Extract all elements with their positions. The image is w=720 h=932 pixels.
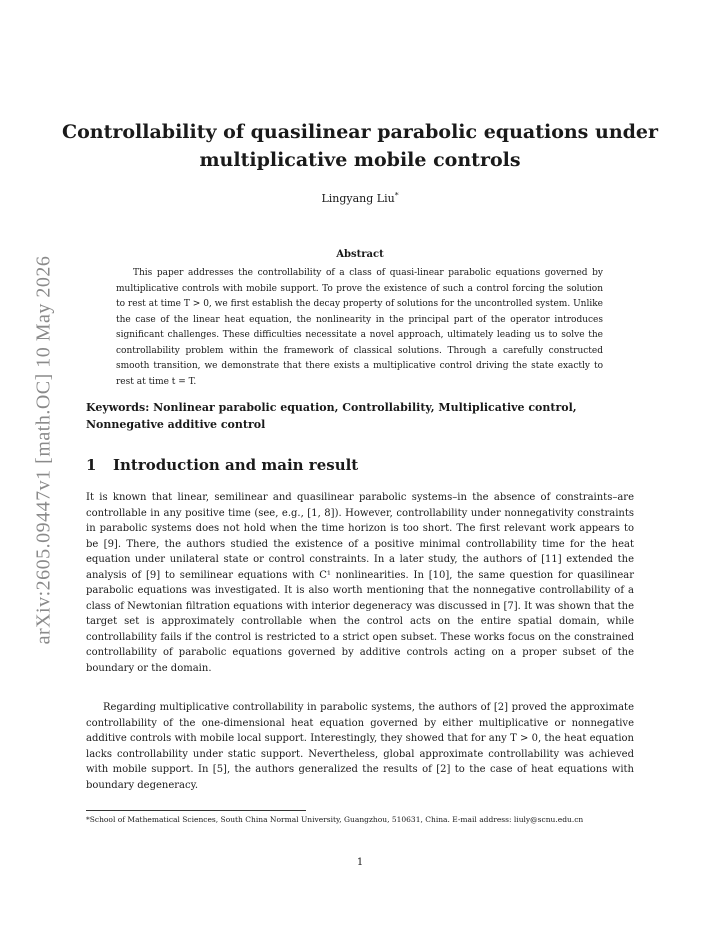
author-line	[60, 192, 660, 205]
footnote-rule	[86, 810, 306, 811]
arxiv-stamp-text: arXiv:2605.09447v1 [math.OC] 10 May 2026	[32, 255, 55, 645]
page-number: 1	[356, 857, 364, 868]
abstract-heading: Abstract	[336, 249, 384, 260]
keywords: Keywords: Nonlinear parabolic equation, Controllability, Multiplicative control, Nonnegative additive control	[86, 401, 577, 431]
arxiv-stamp	[28, 240, 60, 660]
section-title: Introduction and main result	[113, 456, 359, 474]
section-number: 1	[86, 456, 97, 474]
footnote: *School of Mathematical Sciences, South China Normal University, Guangzhou, 510631, China. E-mail address: liuly@scnu.edu.cn	[86, 815, 584, 824]
author-name: Lingyang Liu	[321, 192, 395, 205]
paper-title: Controllability of quasilinear parabolic equations under multiplicative mobile controls	[61, 121, 659, 171]
section-heading	[86, 456, 634, 474]
abstract-text: This paper addresses the controllability of a class of quasi-linear parabolic equations governed by multiplicative controls with mobile support. To prove the existence of such a control forcing the solution to rest at time T > 0, we first establish the decay property of solutions for the uncontrolled system. Unlike the case of the linear heat equation, the nonlinearity in the principal part of the operator introduces significant challenges. These difficulties necessitate a novel approach, ultimately leading us to solve the controllability problem within the framework of classical solutions. Through a carefully constructed smooth transition, we demonstrate that there exists a multiplicative control driving the state exactly to rest at time t = T.	[116, 268, 603, 387]
author-footnote-mark: *	[394, 190, 399, 200]
intro-paragraph-1: It is known that linear, semilinear and quasilinear parabolic systems–in the absence of constraints–are controllable in any positive time (see, e.g., [1, 8]). However, controllability under nonnegativity constraints in parabolic systems does not hold when the time horizon is too short. The first relevant work appears to be [9]. There, the authors studied the existence of a positive minimal controllability time for the heat equation under unilateral state or control constraints. In a later study, the authors of [11] extended the analysis of [9] to semilinear equations with C¹ nonlinearities. In [10], the same question for quasilinear parabolic equations was investigated. It is also worth mentioning that the nonnegative controllability of a class of Newtonian filtration equations with interior degeneracy was discussed in [7]. It was shown that the target set is approximately controllable when the control acts on the entire spatial domain, while controllability fails if the control is restricted to a strict open subset. These works focus on the constrained controllability of parabolic equations governed by additive controls acting on a proper subset of the boundary or the domain.	[86, 492, 634, 674]
intro-paragraph-2: Regarding multiplicative controllability in parabolic systems, the authors of [2] proved the approximate controllability of the one-dimensional heat equation governed by either multiplicative or nonnegative additive controls with mobile local support. Interestingly, they showed that for any T > 0, the heat equation lacks controllability under static support. Nevertheless, global approximate controllability was achieved with mobile support. In [5], the authors generalized the results of [2] to the case of heat equations with boundary degeneracy.	[86, 702, 634, 791]
